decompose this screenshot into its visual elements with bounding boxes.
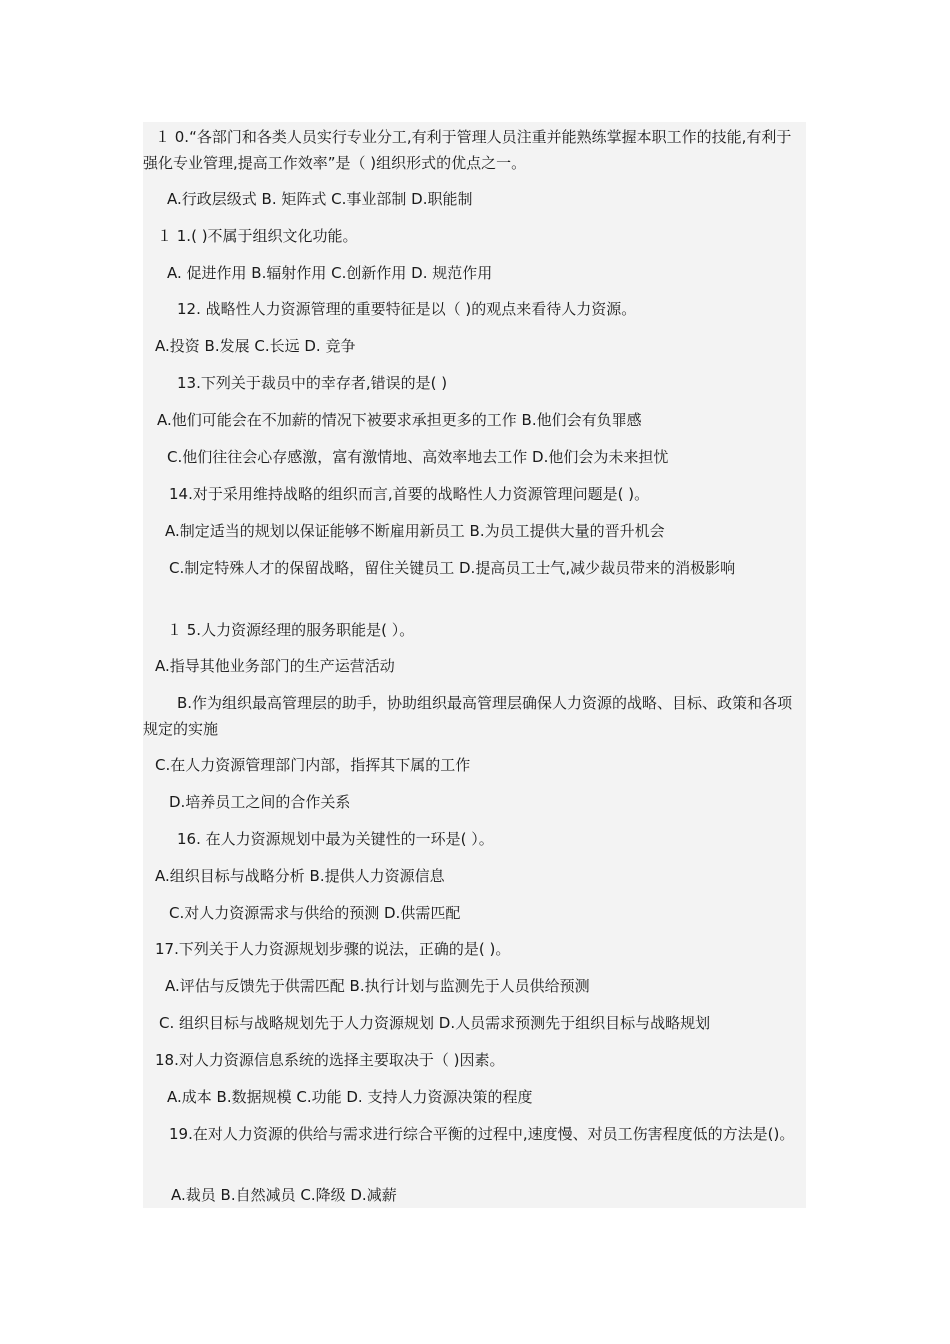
question-10-options: A.行政层级式 B. 矩阵式 C.事业部制 D.职能制 [167, 190, 473, 208]
question-16-option-ab: A.组织目标与战略分析 B.提供人力资源信息 [155, 867, 445, 885]
question-18-options: A.成本 B.数据规模 C.功能 D. 支持人力资源决策的程度 [167, 1088, 533, 1106]
question-14: 14.对于采用维持战略的组织而言,首要的战略性人力资源管理问题是( )。 [169, 485, 650, 503]
question-18: 18.对人力资源信息系统的选择主要取决于（ )因素。 [155, 1051, 505, 1069]
question-13-option-cd: C.他们往往会心存感激，富有激情地、高效率地去工作 D.他们会为未来担忧 [167, 448, 669, 466]
question-17-option-cd: C. 组织目标与战略规划先于人力资源规划 D.人员需求预测先于组织目标与战略规划 [159, 1014, 711, 1032]
question-11-options: A. 促进作用 B.辐射作用 C.创新作用 D. 规范作用 [167, 264, 493, 282]
question-15: １ 5.人力资源经理的服务职能是( ）。 [167, 621, 415, 639]
question-13-option-ab: A.他们可能会在不加薪的情况下被要求承担更多的工作 B.他们会有负罪感 [157, 411, 642, 429]
question-13: 13.下列关于裁员中的幸存者,错误的是( ) [177, 374, 448, 392]
question-15-option-d: D.培养员工之间的合作关系 [169, 793, 351, 811]
question-19-options: A.裁员 B.自然减员 C.降级 D.减薪 [171, 1186, 397, 1204]
question-12: 12. 战略性人力资源管理的重要特征是以（ )的观点来看待人力资源。 [177, 300, 637, 318]
question-15-option-b: B.作为组织最高管理层的助手，协助组织最高管理层确保人力资源的战略、目标、政策和各项规定的实施 [143, 694, 793, 738]
question-list [143, 122, 806, 1208]
question-19: 19.在对人力资源的供给与需求进行综合平衡的过程中,速度慢、对员工伤害程度低的方法是()。 [169, 1125, 795, 1143]
question-17: 17.下列关于人力资源规划步骤的说法，正确的是( )。 [155, 940, 511, 958]
question-12-options: A.投资 B.发展 C.长远 D. 竞争 [155, 337, 356, 355]
question-11: １ 1.( )不属于组织文化功能。 [157, 227, 358, 245]
question-15-option-a: A.指导其他业务部门的生产运营活动 [155, 657, 395, 675]
question-10: １ 0.“各部门和各类人员实行专业分工,有利于管理人员注重并能熟练掌握本职工作的技能,有利于强化专业管理,提高工作效率”是（ )组织形式的优点之一。 [143, 128, 792, 172]
question-17-option-ab: A.评估与反馈先于供需匹配 B.执行计划与监测先于人员供给预测 [165, 977, 590, 995]
question-16: 16. 在人力资源规划中最为关键性的一环是( ）。 [177, 830, 494, 848]
question-14-option-ab: A.制定适当的规划以保证能够不断雇用新员工 B.为员工提供大量的晋升机会 [165, 522, 665, 540]
question-15-option-c: C.在人力资源管理部门内部，指挥其下属的工作 [155, 756, 471, 774]
question-16-option-cd: C.对人力资源需求与供给的预测 D.供需匹配 [169, 904, 461, 922]
question-14-option-cd: C.制定特殊人才的保留战略，留住关键员工 D.提高员工士气,减少裁员带来的消极影响 [169, 559, 736, 577]
